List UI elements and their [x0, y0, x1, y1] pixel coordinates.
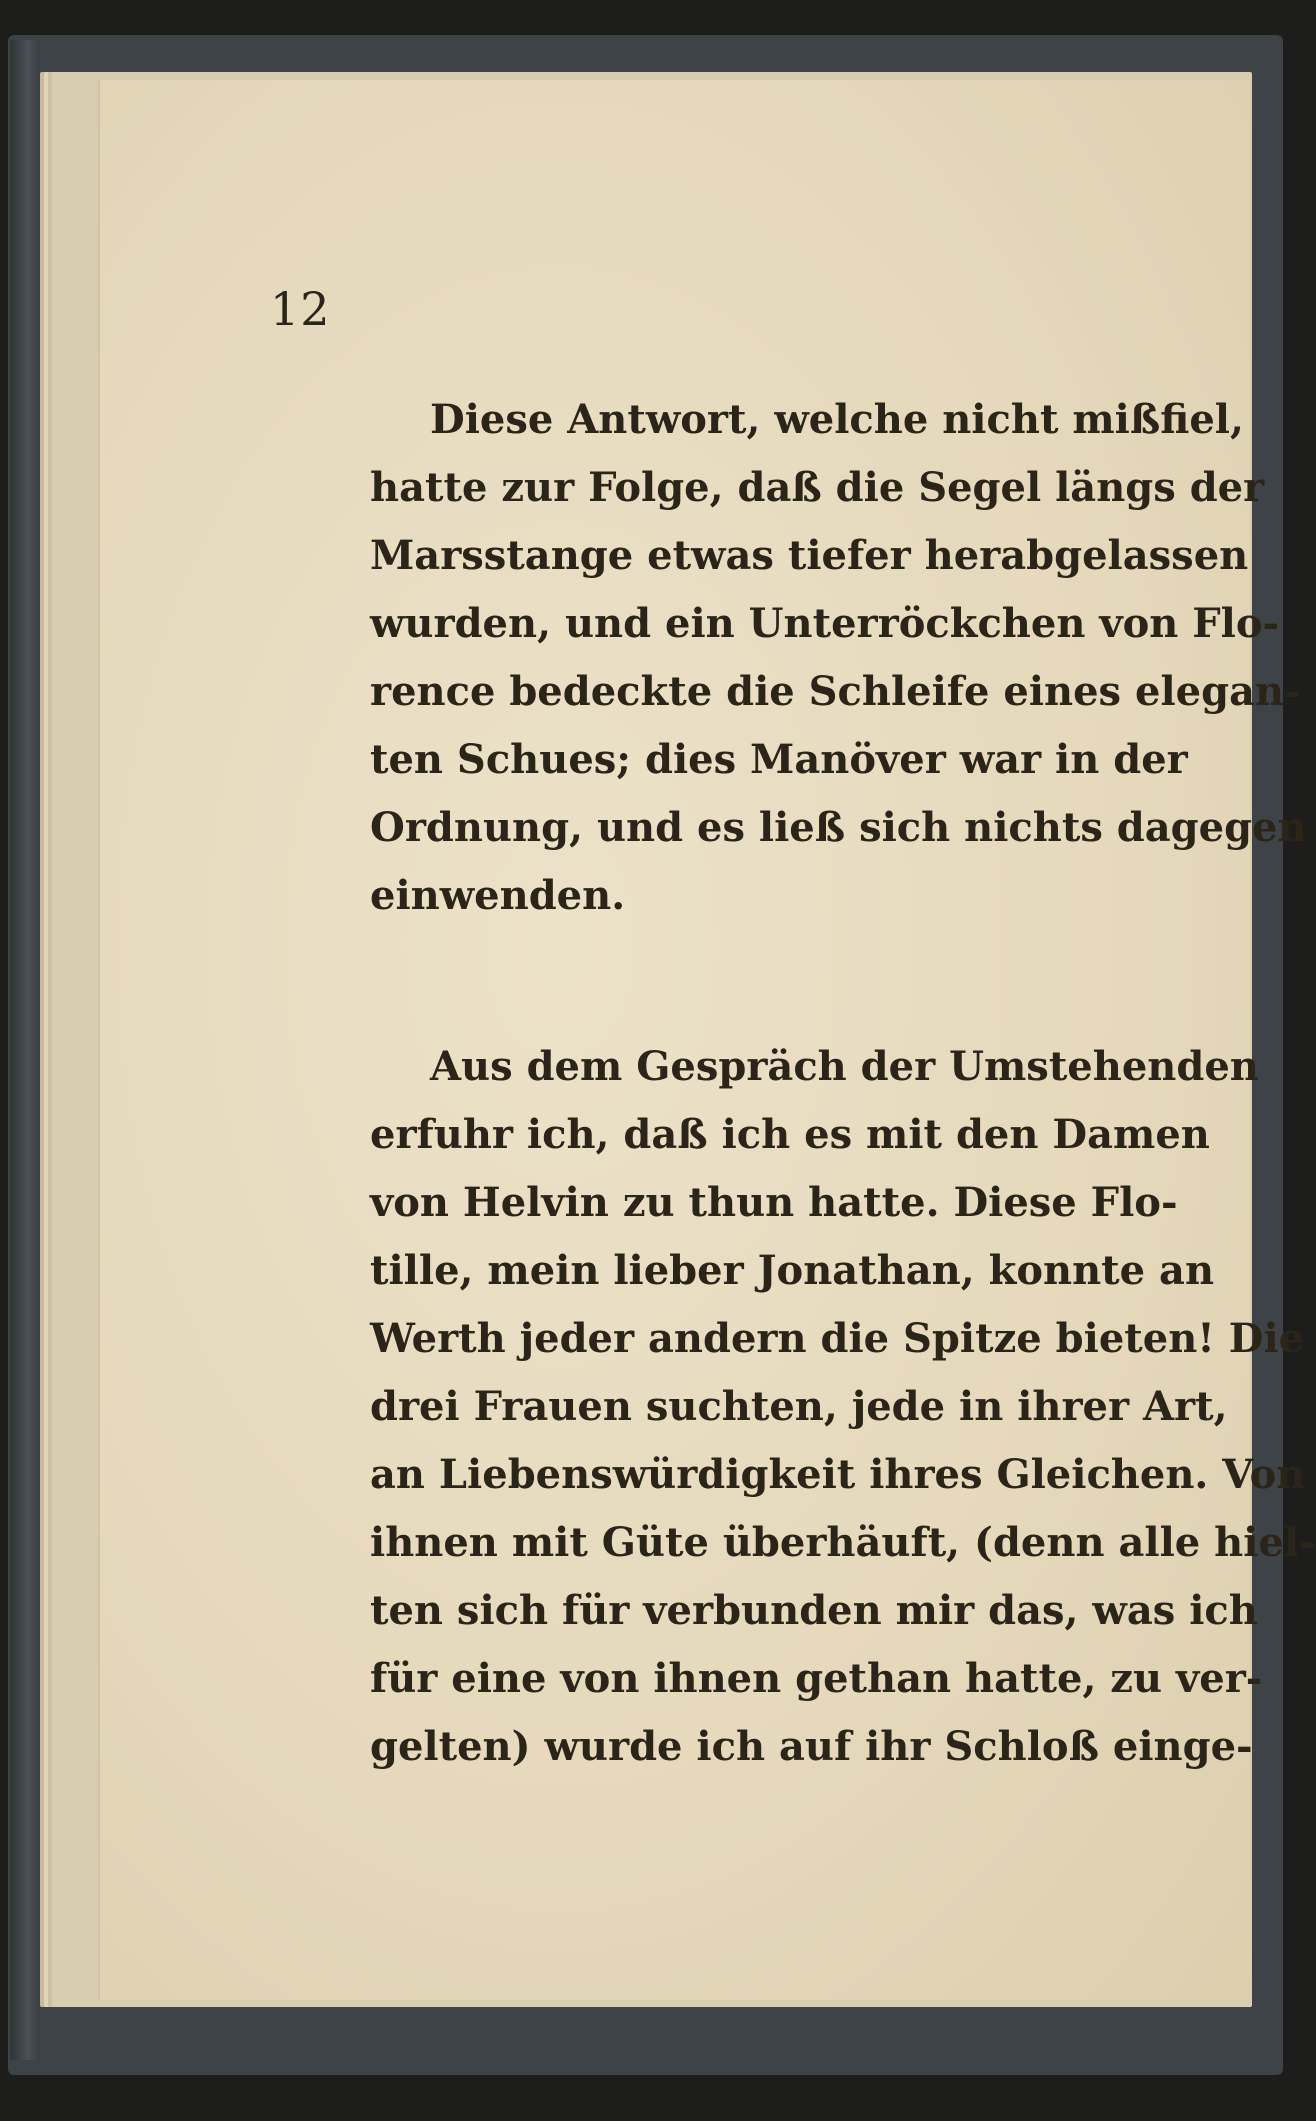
text-line: ten sich für verbunden mir das, was ich [370, 1587, 1258, 1634]
text-line: ten Schues; dies Manöver war in der [370, 736, 1188, 783]
text-line: erfuhr ich, daß ich es mit den Damen [370, 1111, 1210, 1158]
paragraph-gap [370, 930, 1118, 1033]
book-spine-edge [10, 40, 40, 2060]
text-line: Diese Antwort, welche nicht mißfiel, [430, 396, 1244, 443]
text-line: tille, mein lieber Jonathan, konnte an [370, 1247, 1215, 1294]
text-line: für eine von ihnen gethan hatte, zu ver- [370, 1655, 1263, 1702]
text-line: Marsstange etwas tiefer herabgelassen [370, 532, 1249, 579]
paragraph-2 [370, 1033, 1316, 1781]
text-line: von Helvin zu thun hatte. Diese Flo- [370, 1179, 1178, 1226]
text-line: rence bedeckte die Schleife eines elegan- [370, 668, 1301, 715]
text-line: Ordnung, und es ließ sich nichts dagegen [370, 804, 1307, 851]
text-line: einwenden. [370, 872, 626, 919]
text-line: Werth jeder andern die Spitze bieten! Die [370, 1315, 1305, 1362]
text-line: hatte zur Folge, daß die Segel längs der [370, 464, 1265, 511]
text-line: gelten) wurde ich auf ihr Schloß einge- [370, 1723, 1253, 1770]
paragraph-1 [370, 386, 1307, 930]
text-line: wurden, und ein Unterröckchen von Flo- [370, 600, 1280, 647]
text-line: an Liebenswürdigkeit ihres Gleichen. Von [370, 1451, 1306, 1498]
text-line: Aus dem Gespräch der Umstehenden [430, 1043, 1259, 1090]
page-number: 12 [270, 282, 331, 336]
text-line: ihnen mit Güte überhäuft, (denn alle hiel- [370, 1519, 1316, 1566]
text-line: drei Frauen suchten, jede in ihrer Art, [370, 1383, 1228, 1430]
page-text [370, 386, 1316, 1781]
